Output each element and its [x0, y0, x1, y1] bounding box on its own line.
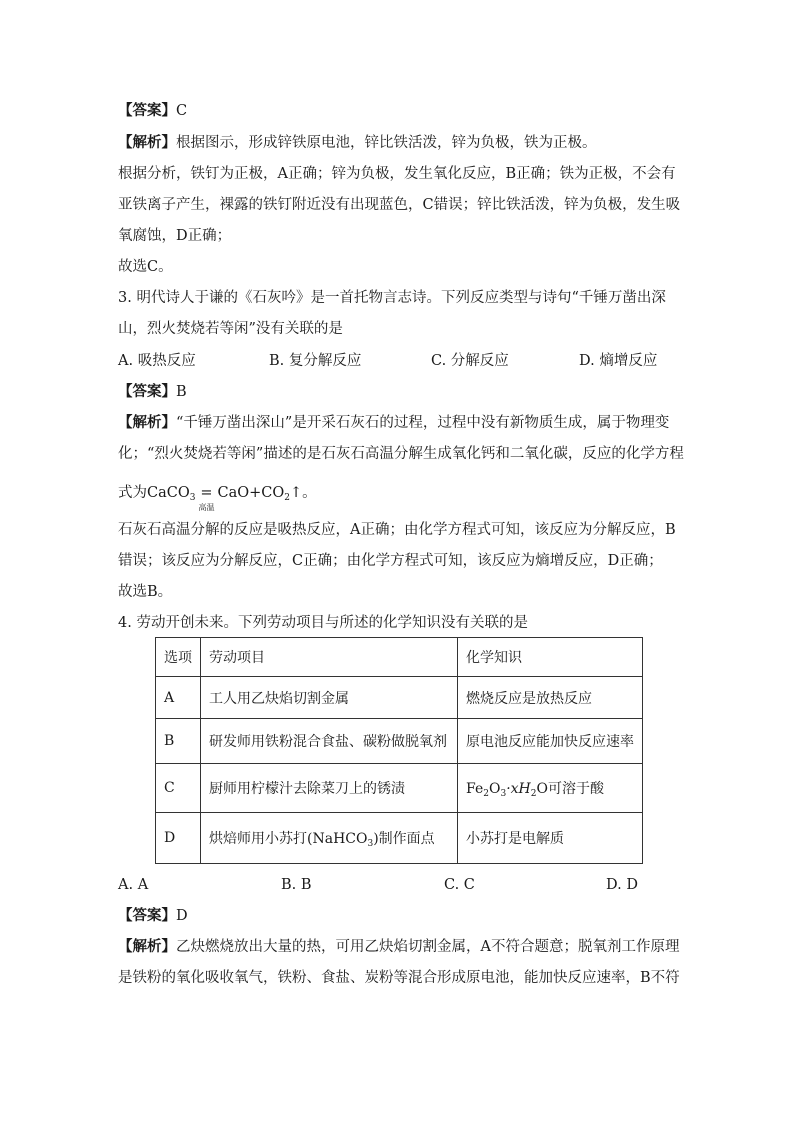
analysis-line-q2-1 [118, 133, 597, 153]
table-cell-option: D [156, 813, 201, 864]
analysis-text: 乙炔燃烧放出大量的热，可用乙炔焰切割金属，A不符合题意；脱氧剂工作原理 [176, 939, 680, 955]
option-d: D. 熵增反应 [579, 353, 658, 369]
table-cell-item: 研发师用铁粉混合食盐、碳粉做脱氧剂 [201, 719, 458, 764]
analysis-tag: 【解析】 [118, 938, 176, 955]
question-3-stem-2: 山，烈火焚烧若等闲”没有关联的是 [118, 321, 343, 337]
equation-rhs: $CaO+CO_2$ [217, 485, 290, 503]
answer-tag: 【答案】 [118, 907, 176, 924]
choice-c: C. C [444, 877, 475, 893]
equation-condition: 高温 [198, 503, 215, 512]
choice-a: A. A [118, 877, 149, 893]
analysis-line-q3-2: 化；“烈火焚烧若等闲”描述的是石灰石高温分解生成氧化钙和二氧化碳，反应的化学方程 [118, 446, 684, 462]
answer-line-q3 [118, 382, 187, 402]
table-cell-option: C [156, 764, 201, 813]
answer-line-q4 [118, 906, 188, 926]
question-4-table [155, 637, 643, 864]
analysis-line-q2-3: 亚铁离子产生，裸露的铁钉附近没有出现蓝色，C错误；锌比铁活泼，锌为负极，发生吸 [118, 197, 681, 213]
answer-line-q2 [118, 101, 187, 121]
table-cell-item: 工人用乙炔焰切割金属 [201, 677, 458, 719]
table-row [156, 764, 643, 813]
answer-value: C [176, 103, 188, 119]
answer-tag: 【答案】 [118, 383, 176, 400]
table-row [156, 719, 643, 764]
answer-value: D [176, 908, 188, 924]
analysis-text: 根据图示，形成锌铁原电池，锌比铁活泼，锌为负极，铁为正极。 [176, 135, 597, 151]
analysis-line-q3-1 [118, 413, 669, 433]
analysis-line-q3-4: 错误；该反应为分解反应，C正确；由化学方程式可知，该反应为熵增反应，D正确； [118, 553, 663, 569]
table-cell-item: 厨师用柠檬汁去除菜刀上的锈渍 [201, 764, 458, 813]
analysis-tag: 【解析】 [118, 134, 176, 151]
equation-equals: = 高温 [195, 483, 217, 503]
choice-d: D. D [606, 877, 638, 893]
question-3-stem-1: 3. 明代诗人于谦的《石灰吟》是一首托物言志诗。下列反应类型与诗句“千锤万凿出深 [118, 290, 666, 306]
analysis-line-q2-2: 根据分析，铁钉为正极，A正确；锌为负极，发生氧化反应，B正确；铁为正极，不会有 [118, 166, 676, 182]
table-cell-knowledge: 原电池反应能加快反应速率 [458, 719, 643, 764]
conclusion-q3: 故选B。 [118, 584, 173, 600]
conclusion-q2: 故选C。 [118, 259, 173, 275]
equation-end: 。 [302, 485, 317, 501]
analysis-tag: 【解析】 [118, 414, 176, 431]
table-row [156, 813, 643, 864]
gas-arrow-icon: ↑ [289, 485, 303, 501]
table-cell-option: A [156, 677, 201, 719]
analysis-line-q4-2: 是铁粉的氧化吸收氧气，铁粉、食盐、炭粉等混合形成原电池，能加快反应速率，B不符 [118, 970, 680, 986]
table-header-row [156, 638, 643, 677]
equation-prefix: 式为 [118, 485, 147, 501]
option-a: A. 吸热反应 [118, 353, 196, 369]
option-c: C. 分解反应 [431, 353, 509, 369]
analysis-line-q3-3: 石灰石高温分解的反应是吸热反应，A正确；由化学方程式可知，该反应为分解反应，B [118, 522, 676, 538]
choice-b: B. B [281, 877, 312, 893]
answer-value: B [176, 384, 187, 400]
table-cell-item: 烘焙师用小苏打(NaHCO$_3$)制作面点 [201, 813, 458, 864]
header-cell-option: 选项 [156, 638, 201, 677]
header-cell-chem-knowledge: 化学知识 [458, 638, 643, 677]
analysis-text: “千锤万凿出深山”是开采石灰石的过程，过程中没有新物质生成，属于物理变 [176, 415, 670, 431]
option-b: B. 复分解反应 [269, 353, 362, 369]
analysis-line-q4-1 [118, 937, 679, 957]
equation-lhs: CaCO$_3$ [147, 485, 196, 503]
table-cell-option: B [156, 719, 201, 764]
answer-tag: 【答案】 [118, 102, 176, 119]
chemical-equation [118, 483, 317, 512]
analysis-line-q2-4: 氧腐蚀，D正确； [118, 228, 232, 244]
table-cell-knowledge: 小苏打是电解质 [458, 813, 643, 864]
header-cell-labor-item: 劳动项目 [201, 638, 458, 677]
table-row [156, 677, 643, 719]
table-cell-knowledge: $Fe_2O_3\cdot xH_2O$可溶于酸 [458, 764, 643, 813]
table-cell-knowledge: 燃烧反应是放热反应 [458, 677, 643, 719]
question-4-stem: 4. 劳动开创未来。下列劳动项目与所述的化学知识没有关联的是 [118, 615, 528, 631]
